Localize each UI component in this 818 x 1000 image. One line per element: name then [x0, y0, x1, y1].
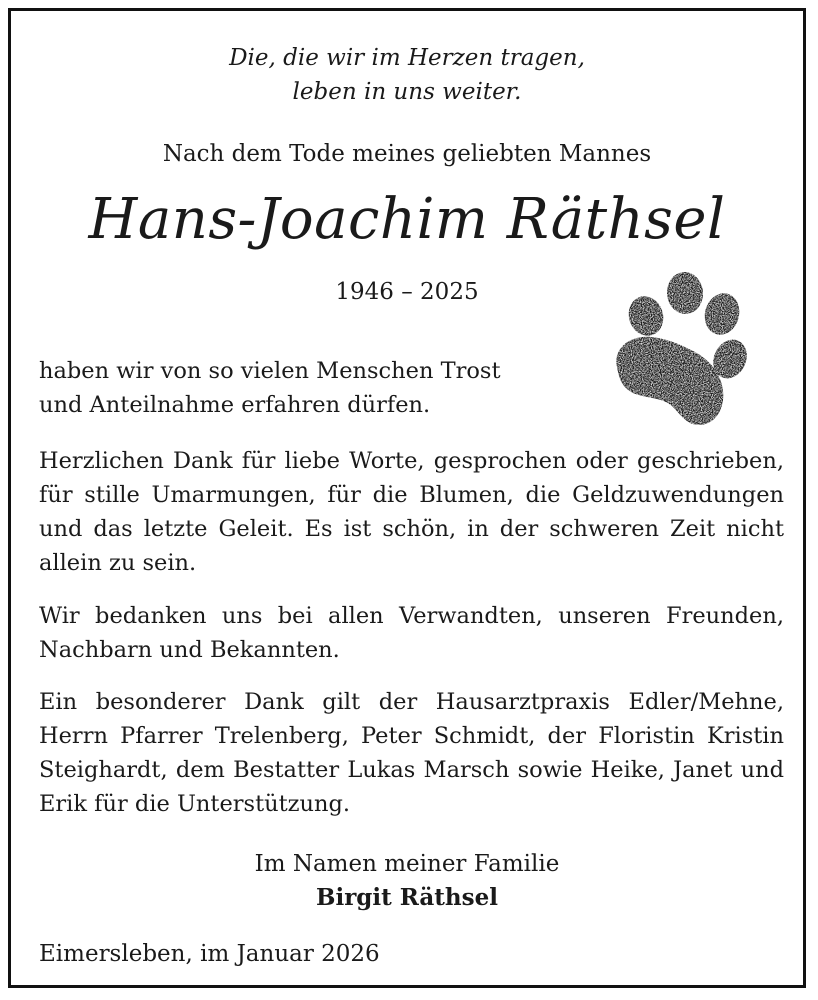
- place-date: Eimersleben, im Januar 2026: [39, 941, 380, 967]
- closing-line: Im Namen meiner Familie: [254, 851, 560, 877]
- quote-line-1: Die, die wir im Herzen tragen,: [229, 45, 585, 71]
- quote-line-2: leben in uns weiter.: [292, 79, 522, 105]
- paragraph1-line-1: haben wir von so vielen Menschen Trost: [39, 358, 501, 384]
- signer-name: Birgit Räthsel: [316, 884, 498, 911]
- paw-print-icon: [607, 269, 755, 429]
- paw-toe-2: [665, 271, 705, 316]
- paragraph-special-thanks: Ein besonderer Dank gilt der Hausarztpraxis Edler/Mehne, Herrn Pfarrer Trelenberg, Peter Schmidt, der Floristin Kristin Steighardt, dem Bestatter Lukas Marsch sowie Heike, Janet und Erik für die Unterstützung.: [39, 689, 784, 817]
- life-years: 1946 – 2025: [335, 279, 479, 305]
- deceased-name: Hans-Joachim Räthsel: [88, 187, 726, 252]
- paragraph-gratitude: Herzlichen Dank für liebe Worte, gesprochen oder geschrieben, für stille Umarmungen, für die Blumen, die Geldzuwendungen und das letzte Geleit. Es ist schön, in der schweren Zeit nicht allein zu sein.: [39, 448, 784, 576]
- paragraph-relatives: Wir bedanken uns bei allen Verwandten, unseren Freunden, Nachbarn und Bekannten.: [39, 603, 784, 663]
- paw-toe-3: [700, 289, 744, 338]
- paw-pad: [616, 337, 723, 425]
- closing-signature: [11, 847, 803, 915]
- intro-text: Nach dem Tode meines geliebten Mannes: [162, 141, 652, 167]
- obituary-frame: [8, 8, 806, 988]
- memorial-quote: [11, 41, 803, 109]
- paw-toe-1: [624, 292, 669, 341]
- paragraph-thanks-intro: [39, 354, 569, 422]
- paragraph1-line-2: und Anteilnahme erfahren dürfen.: [39, 392, 431, 418]
